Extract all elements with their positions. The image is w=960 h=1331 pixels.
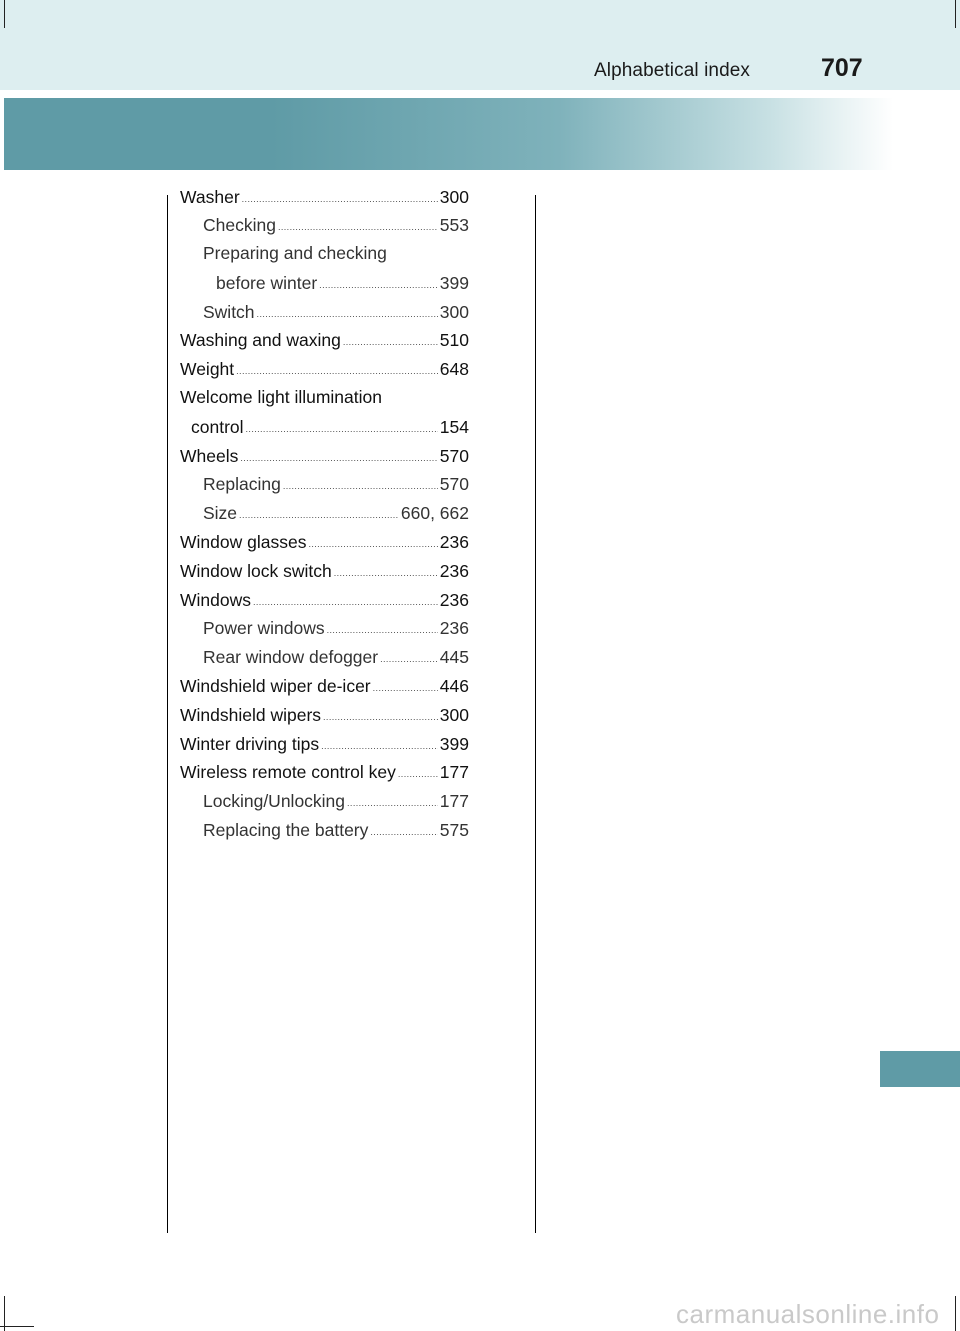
index-term: Washer (180, 186, 240, 207)
section-title: Alphabetical index (594, 60, 751, 81)
index-page-ref: 236 (439, 589, 469, 610)
dot-leader (398, 763, 438, 781)
dot-leader (380, 648, 438, 666)
index-term: control (191, 416, 244, 437)
dot-leader (347, 792, 438, 810)
dot-leader (246, 417, 438, 435)
index-page-ref: 399 (439, 272, 469, 293)
index-term: Locking/Unlocking (203, 791, 346, 812)
index-entry (180, 502, 469, 531)
index-term: Windshield wipers (180, 704, 322, 725)
index-entry (180, 214, 469, 243)
index-entry (180, 761, 469, 790)
index-entry (180, 387, 469, 416)
index-term: Replacing (203, 474, 281, 495)
index-entry (180, 703, 469, 732)
index-entry (180, 271, 469, 300)
index-entry (180, 358, 469, 387)
index-entry (180, 473, 469, 502)
index-page-ref: 236 (439, 532, 469, 553)
index-term: Weight (180, 359, 235, 380)
dot-leader (242, 187, 438, 205)
crop-mark-bottom-right-v (955, 1296, 956, 1331)
index-term: Windows (180, 589, 251, 610)
index-entry (180, 588, 469, 617)
index-page-ref: 300 (439, 704, 469, 725)
dot-leader (253, 590, 438, 608)
index-term: Replacing the battery (203, 820, 369, 841)
index-term: Windshield wiper de-icer (180, 676, 371, 697)
index-entry (180, 329, 469, 358)
index-page-ref: 300 (439, 186, 469, 207)
index-page-ref: 300 (439, 301, 469, 322)
crop-mark-bottom-left-h (0, 1326, 34, 1327)
index-term: before winter (216, 272, 318, 293)
index-term: Winter driving tips (180, 733, 320, 754)
dot-leader (240, 446, 437, 464)
dot-leader (308, 533, 437, 551)
dot-leader (343, 331, 438, 349)
header-band (0, 0, 960, 90)
dot-leader (370, 821, 437, 839)
chapter-tab-marker (880, 1051, 960, 1087)
dot-leader (319, 273, 438, 291)
index-list (180, 185, 469, 847)
dot-leader (283, 475, 438, 493)
index-page-ref: 177 (439, 791, 469, 812)
index-page-ref: 177 (439, 762, 469, 783)
page-number: 707 (821, 54, 863, 82)
index-term: Wheels (180, 445, 239, 466)
index-term: Welcome light illumination (180, 386, 382, 407)
index-entry (180, 732, 469, 761)
dot-leader (278, 216, 438, 234)
index-entry (180, 559, 469, 588)
index-entry (180, 243, 469, 272)
dot-leader (373, 677, 438, 695)
index-term: Preparing and checking (203, 242, 387, 263)
index-page-ref: 510 (439, 330, 469, 351)
index-page-ref: 399 (439, 733, 469, 754)
index-term: Rear window defogger (203, 647, 379, 668)
dot-leader (327, 619, 438, 637)
index-entry (180, 790, 469, 819)
dot-leader (323, 705, 438, 723)
index-term: Wireless remote control key (180, 762, 396, 783)
index-term: Window glasses (180, 532, 307, 553)
index-entry (180, 617, 469, 646)
index-page-ref: 660, 662 (400, 503, 469, 524)
dot-leader (334, 561, 438, 579)
index-entry (180, 444, 469, 473)
index-page-ref: 570 (439, 445, 469, 466)
index-page-ref: 236 (439, 560, 469, 581)
crop-mark-top-right (955, 0, 956, 28)
index-page-ref: 154 (439, 416, 469, 437)
index-page-ref: 445 (439, 647, 469, 668)
index-page-ref: 648 (439, 359, 469, 380)
index-term: Power windows (203, 618, 325, 639)
index-term: Checking (203, 215, 276, 236)
dot-leader (236, 360, 438, 378)
header-gradient-stripe (4, 98, 960, 170)
column-rule-right (535, 195, 536, 1233)
index-entry (180, 415, 469, 444)
index-page-ref: 575 (439, 820, 469, 841)
index-term: Window lock switch (180, 560, 332, 581)
index-term: Washing and waxing (180, 330, 341, 351)
index-entry (180, 531, 469, 560)
index-entry (180, 646, 469, 675)
index-page-ref: 570 (439, 474, 469, 495)
index-term: Size (203, 503, 238, 524)
index-entry (180, 819, 469, 848)
index-entry (180, 185, 469, 214)
index-page-ref: 553 (439, 215, 469, 236)
dot-leader (321, 734, 438, 752)
index-entry (180, 675, 469, 704)
dot-leader (257, 302, 438, 320)
index-term: Switch (203, 301, 255, 322)
index-page-ref: 236 (439, 618, 469, 639)
index-page-ref: 446 (439, 676, 469, 697)
crop-mark-top-left (4, 0, 5, 28)
index-entry (180, 300, 469, 329)
column-rule-left (167, 195, 168, 1233)
watermark: carmanualsonline.info (676, 1299, 940, 1329)
dot-leader (239, 504, 399, 522)
